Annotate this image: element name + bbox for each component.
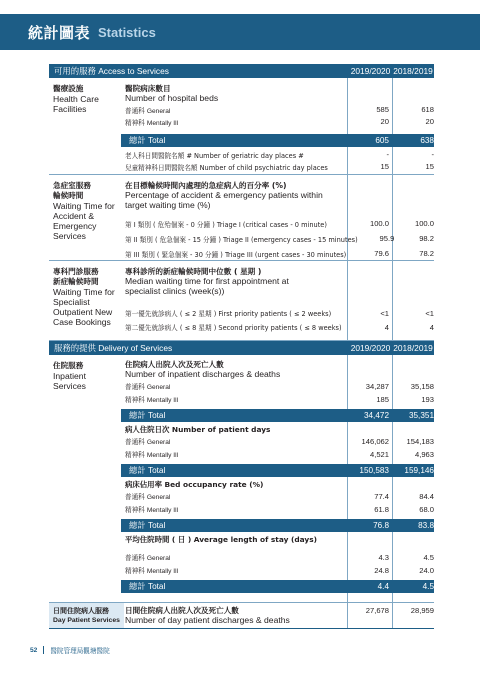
year-col-1: 2019/2020: [350, 66, 391, 76]
group-ae-waiting: [49, 175, 434, 261]
year-col-2: 2018/2019: [393, 343, 433, 353]
table-row: 普通科 General 77.4 84.4: [125, 491, 434, 501]
table-row: 精神科 Mentally Ill 4,521 4,963: [125, 449, 434, 459]
total-row: 總計 Total 76.8 83.8: [121, 519, 434, 532]
day-patient-value-2: 28,959: [410, 606, 434, 615]
length-of-stay-title: 平均住院時間 ( 日 ) Average length of stay (days): [125, 534, 318, 544]
group-health-care: [49, 78, 434, 175]
table-row: 兒童精神科日間醫院名額 Number of child psychiatric day places 15 15: [125, 162, 434, 172]
ae-block: 在目標輪候時間內處理的急症病人的百分率 (%) Percentage of accident & emergency patients within target waiting time (%) 第 I 類別 ( 危殆個案 - 0 分鐘 ) Triage I (critical cases - 0 minute) 100.0 100.0 第 II 類別 ( 危急個案 - 15 分鐘 ) Triage II (emergency cases - 15 minutes) 95.9 98.2 第 III 類別 ( 緊急個案 - 30 分鐘 ) Triage III (urgent cases - 30 minutes) 79.6 78.2: [125, 175, 434, 261]
group-sopc-waiting: [49, 261, 434, 341]
occupancy-title: 病床佔用率 Bed occupancy rate (%): [125, 479, 264, 489]
table-row: 老人科日間醫院名額 # Number of geriatric day places # - -: [125, 150, 434, 160]
year-col-1: 2019/2020: [350, 343, 391, 353]
table-row: 精神科 Mentally Ill 61.8 68.0: [125, 504, 434, 514]
total-row: 總計 Total 605 638: [121, 134, 434, 147]
table-row: 普通科 General 4.3 4.5: [125, 552, 434, 562]
page-footer: [30, 645, 110, 655]
category-inpatient: 住院服務 Inpatient Services: [53, 361, 86, 391]
section-title: 可用的服務 Access to Services: [54, 66, 169, 76]
group-inpatient: [49, 355, 434, 603]
section-header-delivery: [49, 341, 434, 355]
group-day-patient: [49, 603, 434, 629]
patient-days-title: 病人住院日次 Number of patient days: [125, 424, 271, 434]
total-row: 總計 Total 4.4 4.5: [121, 580, 434, 593]
hospital-beds-title-en: Number of hospital beds: [125, 93, 219, 103]
table-row: 第 I 類別 ( 危殆個案 - 0 分鐘 ) Triage I (critical cases - 0 minute) 100.0 100.0: [125, 219, 434, 229]
hospital-beds-title-zh: 醫院病床數目: [125, 84, 171, 93]
category-day-patient: 日間住院病人服務 Day Patient Services: [53, 607, 120, 624]
table-row: 第一優先就診病人 ( ≤ 2 星期 ) First priority patients ( ≤ 2 weeks) <1 <1: [125, 308, 434, 318]
hospital-beds-block: [125, 78, 434, 173]
table-row: 精神科 Mentally Ill 185 193: [125, 394, 434, 404]
table-row: 第二優先就診病人 ( ≤ 8 星期 ) Second priority patients ( ≤ 8 weeks) 4 4: [125, 322, 434, 332]
statistics-table: [49, 64, 434, 629]
table-row: 普通科 General 146,062 154,183: [125, 436, 434, 446]
footer-text: 醫院管理局觀塘醫院: [50, 647, 110, 655]
category-health-care: 醫療設施 Health Care Facilities: [53, 84, 99, 114]
category-sopc: 專科門診服務 新症輪候時間 Waiting Time for Specialist Outpatient New Case Bookings: [53, 267, 115, 327]
page-number: 52: [30, 646, 38, 654]
day-patient-value-1: 27,678: [365, 606, 389, 615]
banner-title-en: Statistics: [98, 24, 156, 40]
banner-title-zh: 統計圖表: [28, 23, 91, 42]
table-row: 第 II 類別 ( 危急個案 - 15 分鐘 ) Triage II (emergency cases - 15 minutes) 95.9 98.2: [125, 234, 434, 244]
page-banner: [0, 14, 480, 50]
inpatient-block: 住院病人出院人次及死亡人數 Number of inpatient discharges & deaths 普通科 General 34,287 35,158 精神科 Mentally Ill 185 193 總計 Total 34,472 35,351 病人住院日次 Number of patient days 普通科 General 146,062 154,183 精神科 Mentally Ill 4,521 4,963 總計 Total 150,583 159,146 病床佔用率 Bed occupancy rate (%) 普通科 General 77.4 84.4 精神科 Mentally Ill 61.8 68.0 總計 Total 76.8 83.8 平均住院時間 ( 日 ) Average length of stay (days) 普通科 General 4.3 4.5 精神科 Mentally Ill 24.8 24.0 總計 Total 4.4 4.5: [125, 355, 434, 593]
day-patient-block: 日間住院病人出院人次及死亡人數 Number of day patient discharges & deaths 27,678 28,959: [125, 606, 434, 625]
table-row: 第 III 類別 ( 緊急個案 - 30 分鐘 ) Triage III (urgent cases - 30 minutes) 79.6 78.2: [125, 249, 434, 259]
table-row: 精神科 Mentally Ill 24.8 24.0: [125, 565, 434, 575]
year-col-2: 2018/2019: [393, 66, 433, 76]
table-row: 普通科 General 34,287 35,158: [125, 381, 434, 391]
category-ae: 急症室服務 輪候時間 Waiting Time for Accident & Emergency Services: [53, 181, 115, 241]
total-row: 總計 Total 34,472 35,351: [121, 409, 434, 422]
section-title: 服務的提供 Delivery of Services: [54, 343, 173, 353]
section-header-access: [49, 64, 434, 78]
total-row: 總計 Total 150,583 159,146: [121, 464, 434, 477]
sopc-block: 專科診所的新症輪候時間中位數 ( 星期 ) Median waiting time for first appointment at specialist clinics (week(s)) 第一優先就診病人 ( ≤ 2 星期 ) First priority patients ( ≤ 2 weeks) <1 <1 第二優先就診病人 ( ≤ 8 星期 ) Second priority patients ( ≤ 8 weeks) 4 4: [125, 267, 434, 332]
table-row: 普通科 General 585 618: [125, 105, 434, 115]
table-row: 精神科 Mentally Ill 20 20: [125, 117, 434, 127]
